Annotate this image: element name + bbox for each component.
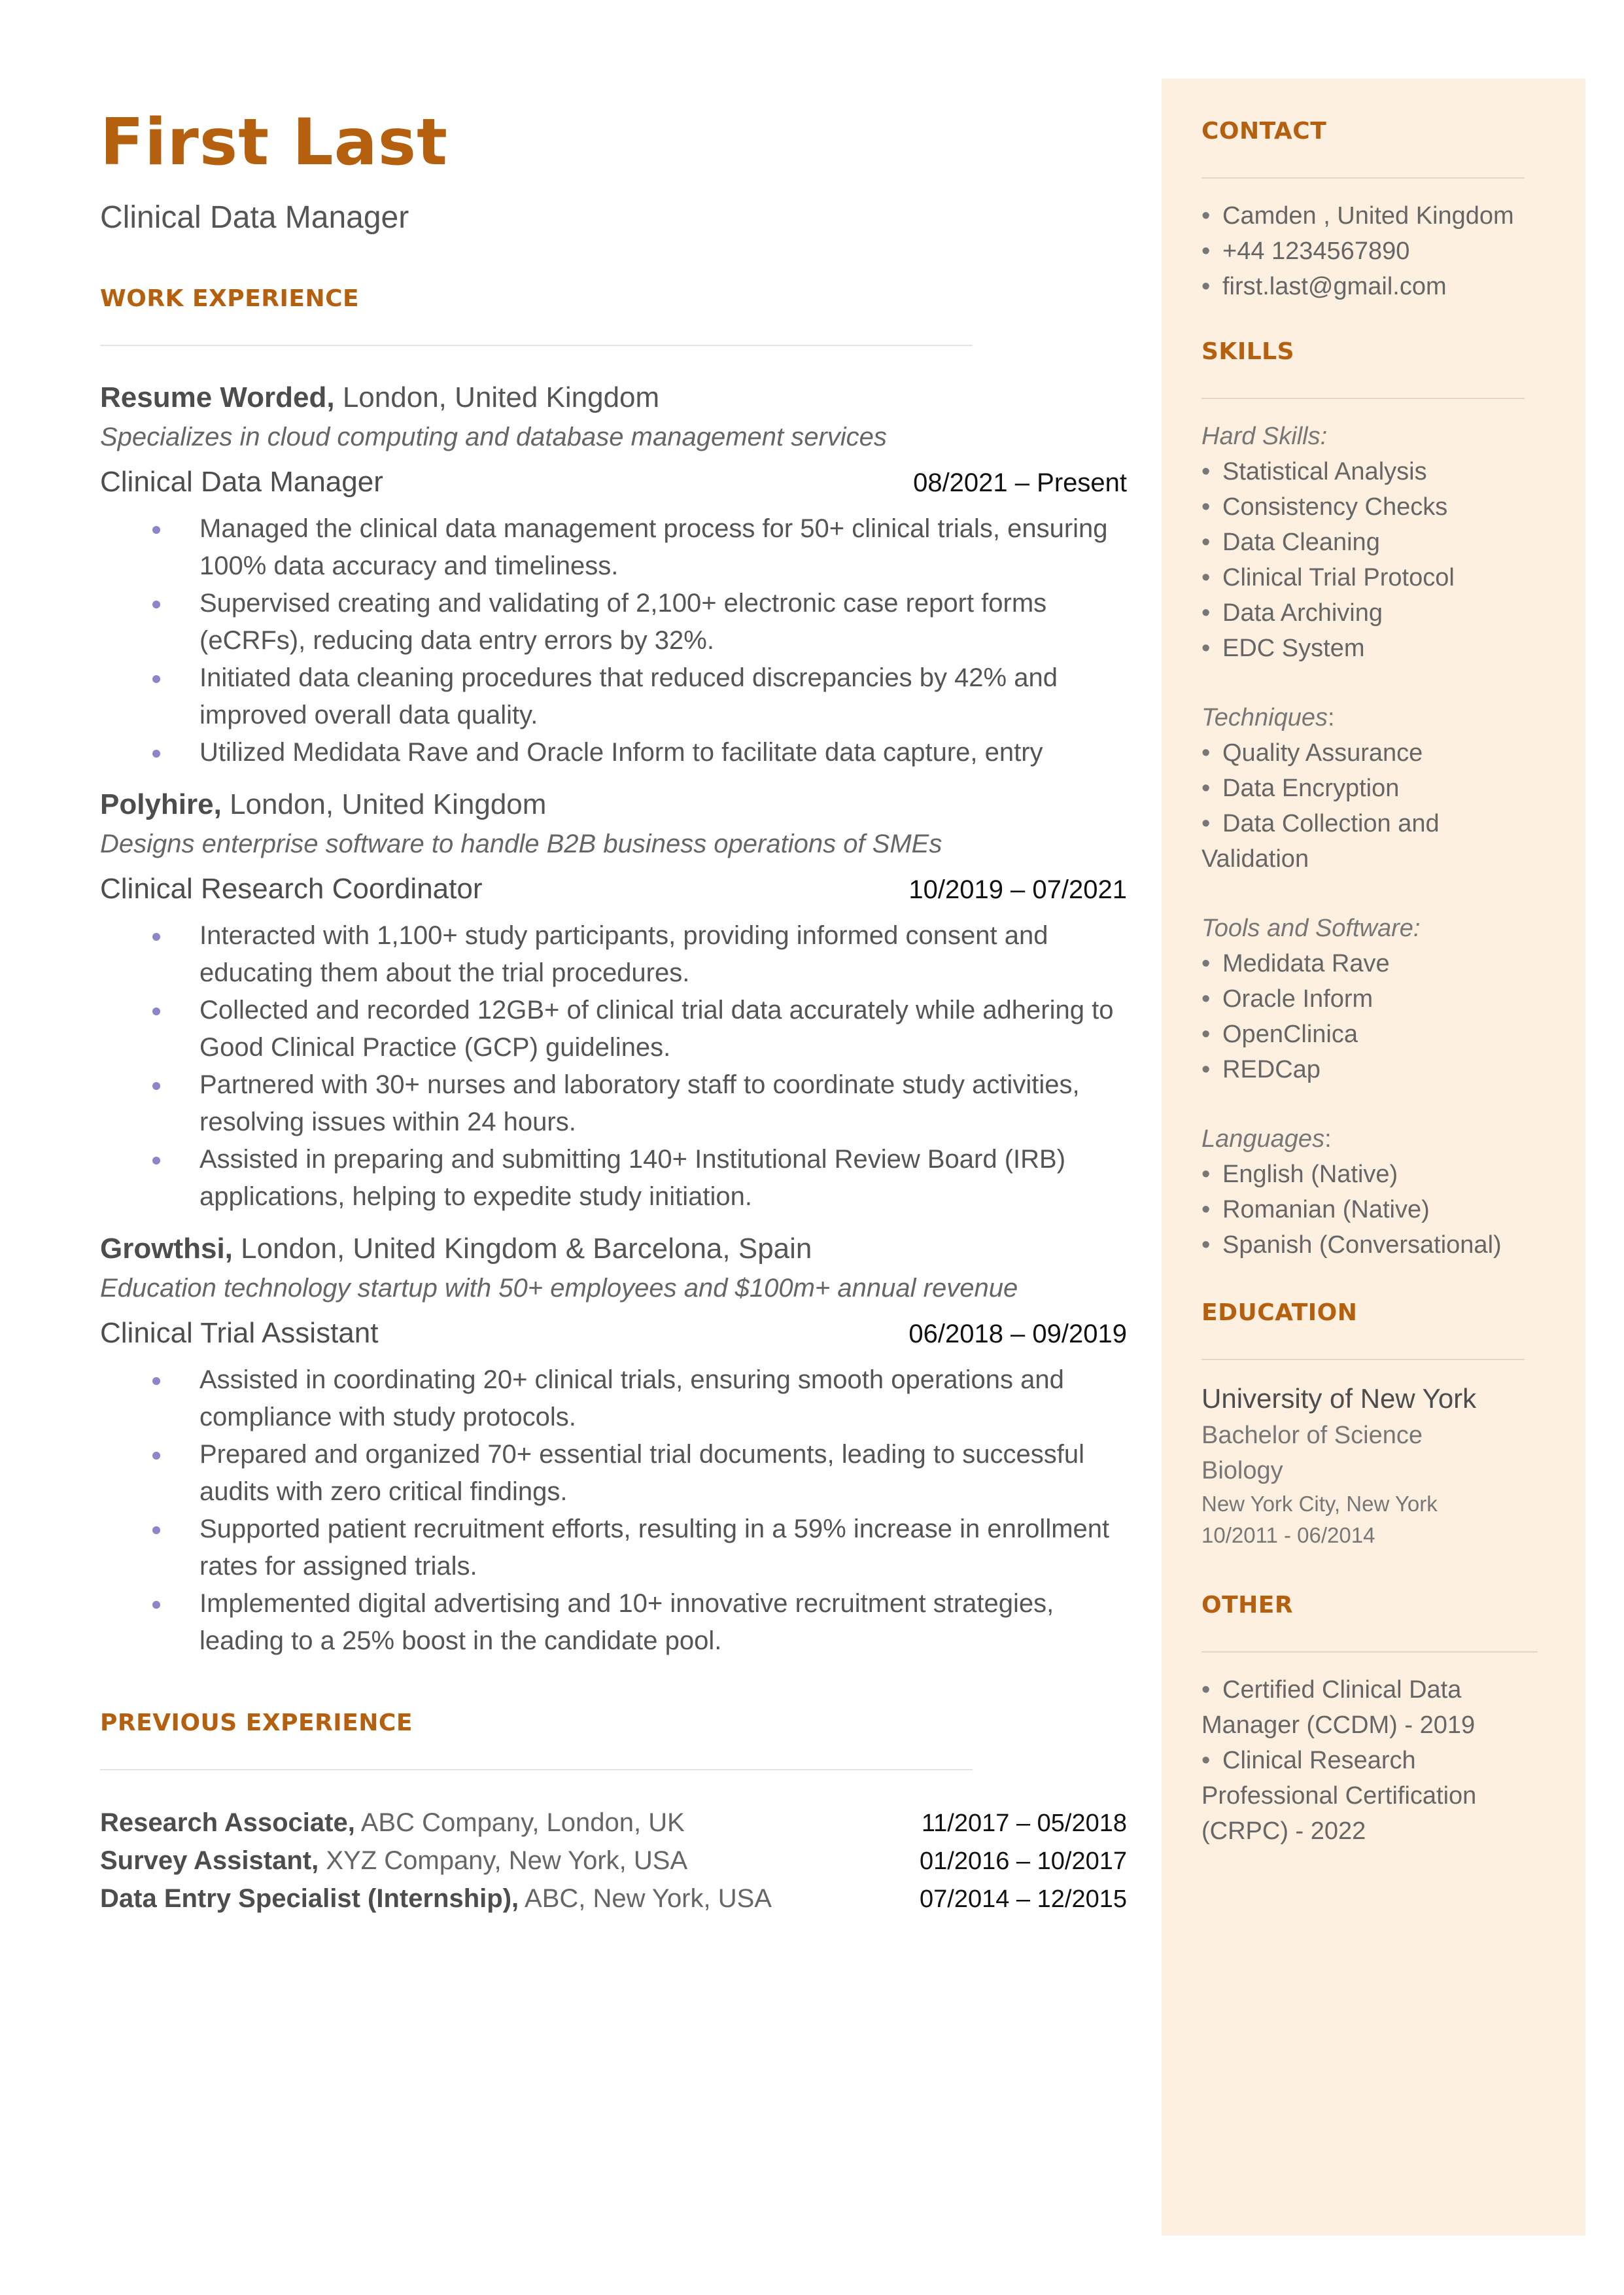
previous-org: ABC Company, London, UK xyxy=(354,1808,685,1838)
bullet-dot-icon xyxy=(152,1452,160,1460)
bullet-icon: • xyxy=(1201,1161,1211,1188)
skill-item: • Medidata Rave xyxy=(1201,946,1546,981)
job-entry xyxy=(100,1230,1127,1660)
achievement-item: Interacted with 1,100+ study participants, providing informed consent and educating them about the trial procedures. xyxy=(100,917,1120,992)
previous-row xyxy=(100,1804,1127,1842)
company-location: London, United Kingdom xyxy=(334,381,660,413)
role-dates: 10/2019 – 07/2021 xyxy=(908,875,1127,904)
company-name: Polyhire, xyxy=(100,788,222,820)
other-divider xyxy=(1201,1651,1538,1653)
candidate-title: Clinical Data Manager xyxy=(100,200,409,235)
skill-item: • Data Cleaning xyxy=(1201,525,1546,560)
contact-list xyxy=(1201,198,1546,304)
skill-item: • Quality Assurance xyxy=(1201,735,1546,771)
previous-dates: 07/2014 – 12/2015 xyxy=(920,1885,1127,1914)
achievement-item: Supervised creating and validating of 2,100+ electronic case report forms (eCRFs), reducing data entry errors by 32%. xyxy=(100,585,1120,659)
achievement-item: Supported patient recruitment efforts, resulting in a 59% increase in enrollment rates for assigned trials. xyxy=(100,1511,1120,1585)
achievement-item: Assisted in coordinating 20+ clinical trials, ensuring smooth operations and compliance with study protocols. xyxy=(100,1361,1120,1436)
skills-category: Techniques: xyxy=(1201,704,1335,731)
skills-category: Languages: xyxy=(1201,1125,1332,1153)
bullet-dot-icon xyxy=(152,1157,160,1165)
work-experience-heading: WORK EXPERIENCE xyxy=(100,285,360,312)
bullet-dot-icon xyxy=(152,1007,160,1015)
bullet-icon: • xyxy=(1201,739,1211,767)
achievement-item: Utilized Medidata Rave and Oracle Inform to facilitate data capture, entry xyxy=(100,734,1120,771)
previous-org: ABC, New York, USA xyxy=(519,1884,772,1914)
education-dates: 10/2011 - 06/2014 xyxy=(1201,1523,1375,1547)
previous-dates: 11/2017 – 05/2018 xyxy=(921,1810,1127,1838)
previous-org: XYZ Company, New York, USA xyxy=(319,1846,688,1876)
role-dates: 06/2018 – 09/2019 xyxy=(908,1320,1127,1349)
previous-role: Research Associate, xyxy=(100,1808,355,1838)
achievement-item: Assisted in preparing and submitting 140+ Institutional Review Board (IRB) applications, helping to expedite study initiation. xyxy=(100,1141,1120,1216)
other-item: • Clinical Research xyxy=(1201,1743,1546,1778)
company-name: Growthsi, xyxy=(100,1232,233,1265)
role-title: Clinical Data Manager xyxy=(100,465,383,498)
company-line xyxy=(100,379,1127,416)
skill-item: • Oracle Inform xyxy=(1201,981,1546,1017)
education-school: University of New York xyxy=(1201,1383,1477,1414)
previous-dates: 01/2016 – 10/2017 xyxy=(920,1848,1127,1876)
achievement-item: Initiated data cleaning procedures that reduced discrepancies by 42% and improved overall data quality. xyxy=(100,659,1120,734)
company-line xyxy=(100,786,1127,823)
achievement-item: Implemented digital advertising and 10+ innovative recruitment strategies, leading to a 25% boost in the candidate pool. xyxy=(100,1585,1120,1660)
bullet-icon: • xyxy=(1201,273,1211,300)
bullet-dot-icon xyxy=(152,1526,160,1534)
other-item-continued: Manager (CCDM) - 2019 xyxy=(1201,1711,1476,1739)
bullet-icon: • xyxy=(1201,1231,1211,1259)
other-item-continued: Professional Certification xyxy=(1201,1782,1477,1810)
skill-item: • Data Collection and xyxy=(1201,806,1546,841)
previous-row xyxy=(100,1880,1127,1918)
role-title: Clinical Research Coordinator xyxy=(100,872,483,905)
bullet-icon: • xyxy=(1201,529,1211,556)
achievement-item: Managed the clinical data management process for 50+ clinical trials, ensuring 100% data accuracy and timeliness. xyxy=(100,510,1120,585)
skill-item: • English (Native) xyxy=(1201,1157,1546,1192)
bullet-icon: • xyxy=(1201,810,1211,837)
skills-category: Hard Skills: xyxy=(1201,423,1328,450)
company-name: Resume Worded, xyxy=(100,381,335,413)
bullet-icon: • xyxy=(1201,1056,1211,1083)
bullet-icon: • xyxy=(1201,493,1211,521)
role-row xyxy=(100,466,1127,499)
other-item-continued: (CRPC) - 2022 xyxy=(1201,1817,1366,1845)
bullet-icon: • xyxy=(1201,635,1211,662)
bullet-icon: • xyxy=(1201,1021,1211,1048)
bullet-icon: • xyxy=(1201,950,1211,977)
role-row xyxy=(100,873,1127,905)
bullet-dot-icon xyxy=(152,526,160,534)
skill-item: • Clinical Trial Protocol xyxy=(1201,560,1546,595)
bullet-icon: • xyxy=(1201,1747,1211,1774)
bullet-icon: • xyxy=(1201,202,1211,230)
skill-item: • Data Archiving xyxy=(1201,595,1546,631)
job-entry xyxy=(100,379,1127,771)
previous-experience-list xyxy=(100,1804,1127,1918)
contact-heading: CONTACT xyxy=(1201,118,1327,145)
bullet-icon: • xyxy=(1201,985,1211,1013)
skills-divider xyxy=(1201,398,1525,399)
bullet-icon: • xyxy=(1201,599,1211,627)
bullet-icon: • xyxy=(1201,1676,1211,1704)
bullet-dot-icon xyxy=(152,1601,160,1609)
role-row xyxy=(100,1317,1127,1350)
company-description: Education technology startup with 50+ employees and $100m+ annual revenue xyxy=(100,1274,1018,1303)
other-heading: OTHER xyxy=(1201,1592,1294,1619)
previous-divider xyxy=(100,1769,973,1770)
job-entry xyxy=(100,786,1127,1216)
skill-item: • Spanish (Conversational) xyxy=(1201,1227,1546,1263)
skill-item: • Consistency Checks xyxy=(1201,489,1546,525)
education-degree: Bachelor of Science xyxy=(1201,1422,1423,1449)
company-location: London, United Kingdom & Barcelona, Spain xyxy=(232,1232,812,1265)
achievement-item: Prepared and organized 70+ essential trial documents, leading to successful audits with zero critical findings. xyxy=(100,1436,1120,1511)
skill-item: • OpenClinica xyxy=(1201,1017,1546,1052)
education-field: Biology xyxy=(1201,1457,1283,1484)
company-location: London, United Kingdom xyxy=(221,788,547,820)
bullet-icon: • xyxy=(1201,1196,1211,1223)
bullet-dot-icon xyxy=(152,1377,160,1385)
role-title: Clinical Trial Assistant xyxy=(100,1317,379,1350)
bullet-dot-icon xyxy=(152,750,160,758)
bullet-dot-icon xyxy=(152,933,160,941)
company-description: Designs enterprise software to handle B2B business operations of SMEs xyxy=(100,829,942,858)
contact-location: • Camden , United Kingdom xyxy=(1201,198,1546,234)
bullet-dot-icon xyxy=(152,1082,160,1090)
work-divider xyxy=(100,345,973,346)
candidate-name: First Last xyxy=(100,105,448,180)
contact-phone: • +44 1234567890 xyxy=(1201,234,1546,269)
skills-category: Tools and Software: xyxy=(1201,915,1421,942)
bullet-icon: • xyxy=(1201,564,1211,591)
achievement-item: Partnered with 30+ nurses and laboratory staff to coordinate study activities, resolving issues within 24 hours. xyxy=(100,1066,1120,1141)
bullet-dot-icon xyxy=(152,601,160,608)
education-block xyxy=(1201,1380,1546,1551)
skill-item: • Statistical Analysis xyxy=(1201,454,1546,489)
other-list xyxy=(1201,1672,1546,1849)
achievement-list xyxy=(100,917,1127,1216)
education-divider xyxy=(1201,1359,1525,1360)
education-location: New York City, New York xyxy=(1201,1492,1438,1516)
other-item: • Certified Clinical Data xyxy=(1201,1672,1546,1708)
contact-divider xyxy=(1201,177,1525,179)
contact-email: • first.last@gmail.com xyxy=(1201,269,1546,304)
previous-role: Survey Assistant, xyxy=(100,1846,319,1876)
skills-heading: SKILLS xyxy=(1201,338,1295,365)
previous-role: Data Entry Specialist (Internship), xyxy=(100,1884,519,1914)
achievement-list xyxy=(100,1361,1127,1660)
bullet-icon: • xyxy=(1201,458,1211,485)
skill-item-continued: Validation xyxy=(1201,845,1309,873)
education-heading: EDUCATION xyxy=(1201,1299,1358,1326)
previous-experience-heading: PREVIOUS EXPERIENCE xyxy=(100,1709,413,1737)
skills-list xyxy=(1201,419,1546,1263)
skill-item: • REDCap xyxy=(1201,1052,1546,1087)
company-line xyxy=(100,1230,1127,1267)
role-dates: 08/2021 – Present xyxy=(913,468,1127,497)
previous-row xyxy=(100,1842,1127,1880)
achievement-list xyxy=(100,510,1127,771)
bullet-icon: • xyxy=(1201,237,1211,265)
skill-item: • EDC System xyxy=(1201,631,1546,666)
skill-item: • Data Encryption xyxy=(1201,771,1546,806)
sidebar xyxy=(1162,79,1585,2235)
bullet-icon: • xyxy=(1201,775,1211,802)
main-column xyxy=(100,105,1127,1918)
skill-item: • Romanian (Native) xyxy=(1201,1192,1546,1227)
achievement-item: Collected and recorded 12GB+ of clinical trial data accurately while adhering to Good Clinical Practice (GCP) guidelines. xyxy=(100,992,1120,1066)
bullet-dot-icon xyxy=(152,675,160,683)
company-description: Specializes in cloud computing and database management services xyxy=(100,422,887,451)
